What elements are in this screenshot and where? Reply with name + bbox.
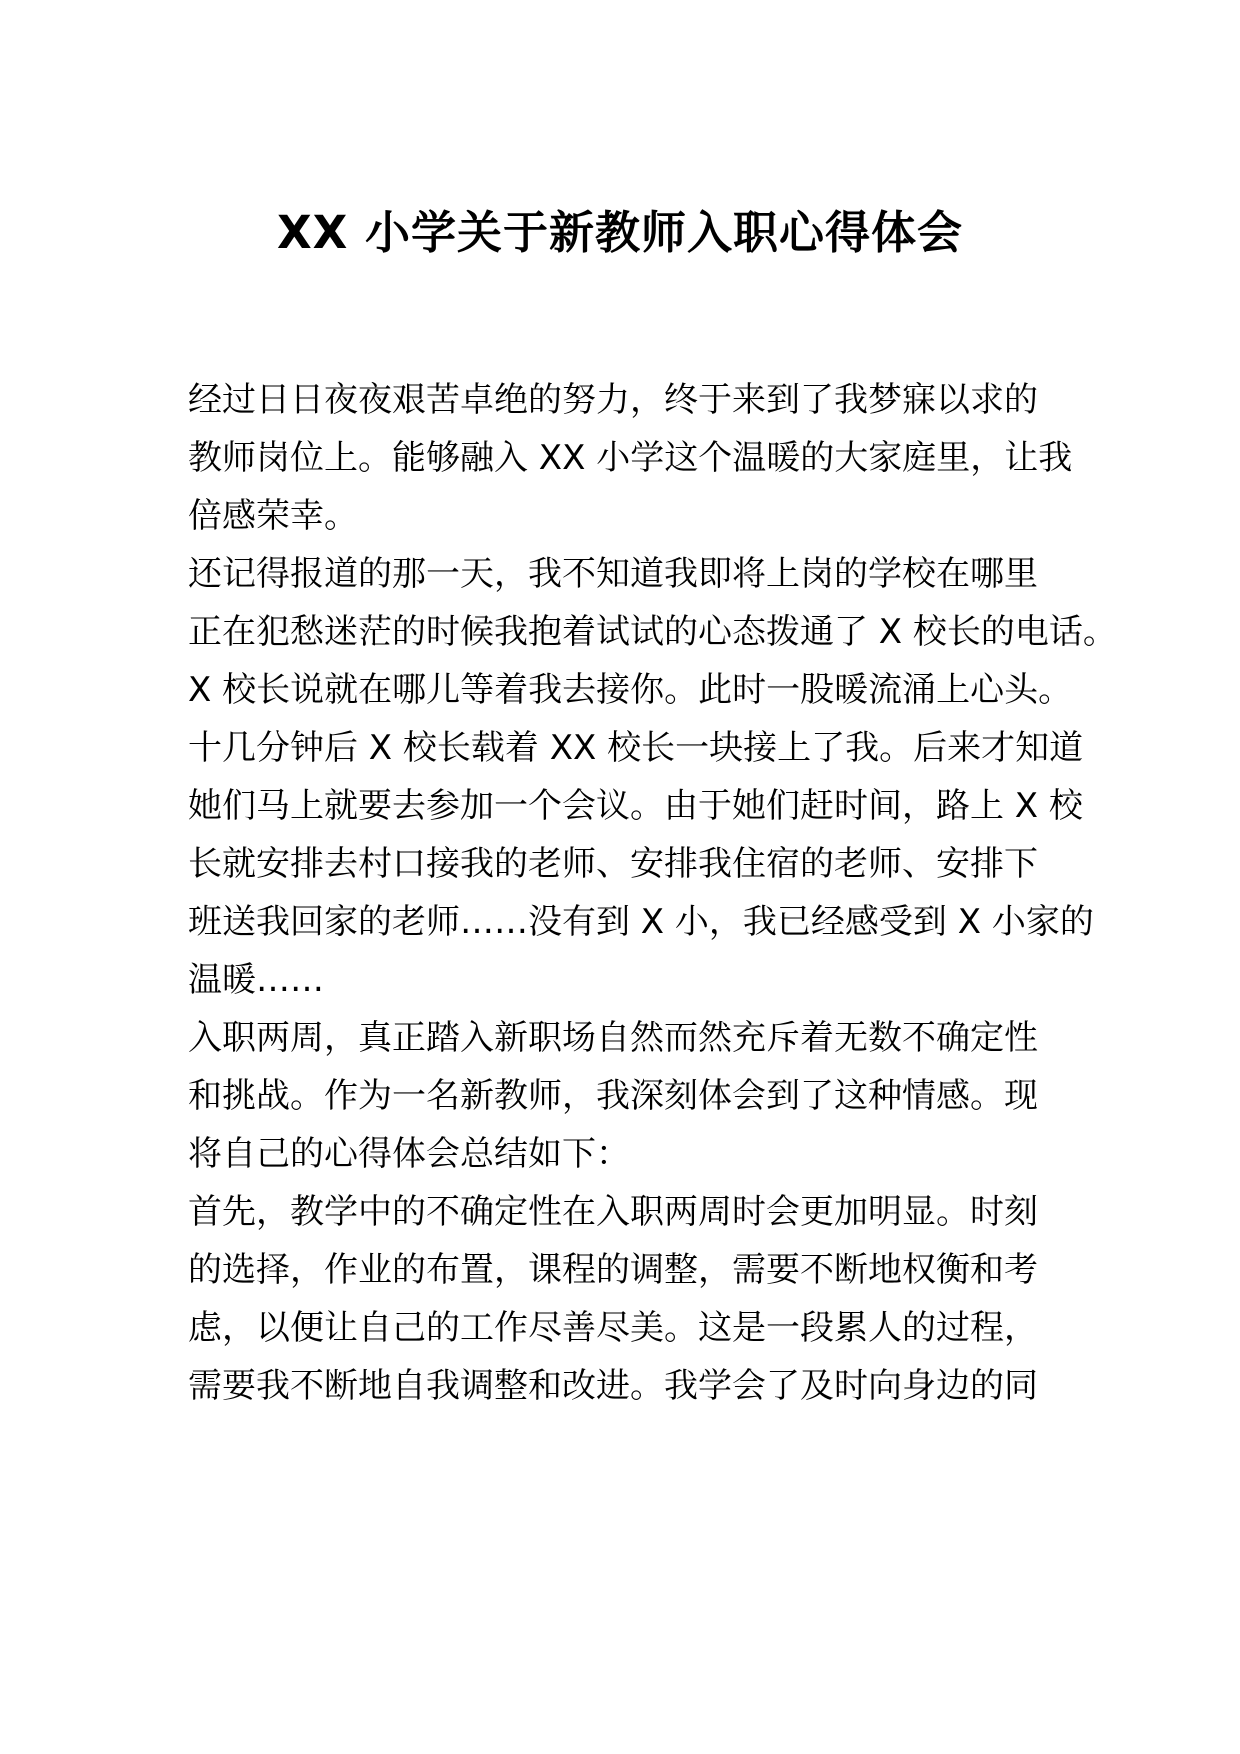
body-line: 她们马上就要去参加一个会议。由于她们赶时间，路上 X 校: [188, 786, 1083, 826]
body-line: 长就安排去村口接我的老师、安排我住宿的老师、安排下: [188, 844, 1038, 884]
body-line: 需要我不断地自我调整和改进。我学会了及时向身边的同: [188, 1366, 1038, 1406]
body-line: 首先，教学中的不确定性在入职两周时会更加明显。时刻: [188, 1192, 1038, 1232]
body-line: 的选择，作业的布置，课程的调整，需要不断地权衡和考: [188, 1250, 1038, 1290]
body-line: 入职两周，真正踏入新职场自然而然充斥着无数不确定性: [188, 1018, 1038, 1058]
body-line: 还记得报道的那一天，我不知道我即将上岗的学校在哪里: [188, 554, 1038, 594]
body-line: 十几分钟后 X 校长载着 XX 校长一块接上了我。后来才知道: [188, 728, 1084, 768]
body-line: 经过日日夜夜艰苦卓绝的努力，终于来到了我梦寐以求的: [188, 380, 1038, 420]
body-line: X 校长说就在哪儿等着我去接你。此时一股暖流涌上心头。: [188, 670, 1073, 710]
body-line: 倍感荣幸。: [188, 496, 358, 536]
body-line: 和挑战。作为一名新教师，我深刻体会到了这种情感。现: [188, 1076, 1038, 1116]
document-title: XX 小学关于新教师入职心得体会: [276, 206, 964, 259]
body-line: 教师岗位上。能够融入 XX 小学这个温暖的大家庭里，让我: [188, 438, 1073, 478]
body-line: 班送我回家的老师……没有到 X 小，我已经感受到 X 小家的: [188, 902, 1094, 942]
body-line: 虑，以便让自己的工作尽善尽美。这是一段累人的过程，: [188, 1308, 1038, 1348]
body-line: 温暖……: [188, 960, 324, 1000]
body-line: 将自己的心得体会总结如下：: [188, 1134, 630, 1174]
body-line: 正在犯愁迷茫的时候我抱着试试的心态拨通了 X 校长的电话。: [188, 612, 1117, 652]
